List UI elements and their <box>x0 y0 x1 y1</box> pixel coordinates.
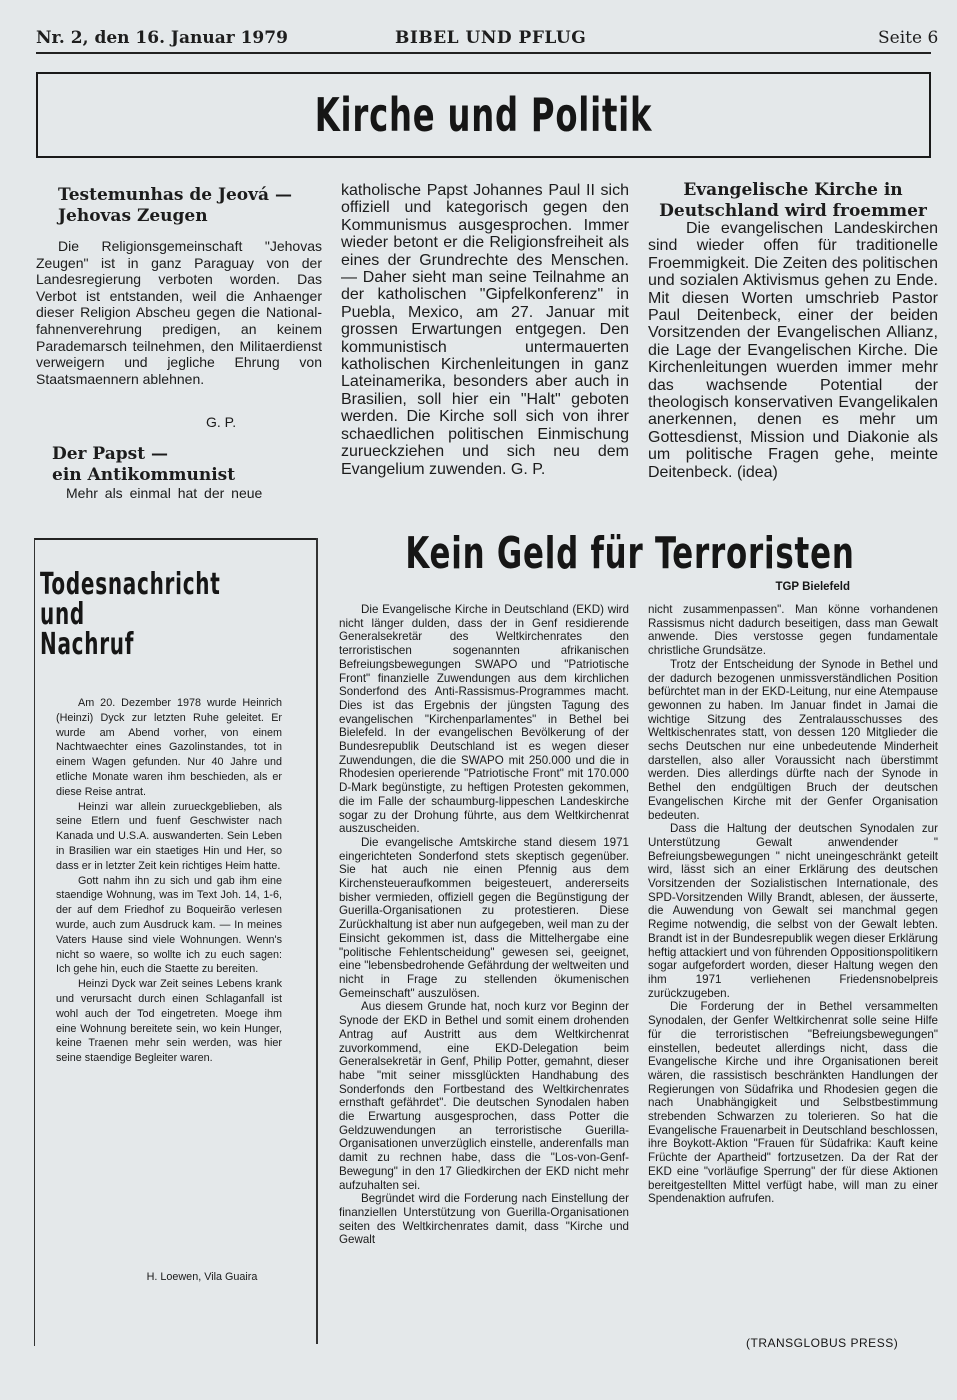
obituary-body <box>56 696 282 1066</box>
section-title: Kirche und Politik <box>314 88 653 142</box>
terroristen-paragraph: Aus diesem Grunde hat, noch kurz vor Beginn der Synode der EKD in Bethel und somit einem drohenden Antrag auf Austritt aus dem Weltkirchenrat zuvorkommend, eine EKD-Delegation beim Generalsekretär in Genf, Philip Potter, gemahnt, dieser habe "mit seiner missglückten Handhabung des Sonderfonds den Fortbestand des Weltkirchenrates ernsthaft gefährdet". Die deutschen Synodalen haben die Erwartung ausgesprochen, dass Potter die Geldzuwendungen an terroristische Guerilla-Organisationen unverzüglich einstelle, anderenfalls man damit zu rechnen habe, dass die "Los-von-Genf-Bewegung" in den 17 Gliedkirchen der EKD nicht mehr aufzuhalten sei. <box>339 1000 629 1192</box>
terroristen-column-1 <box>339 603 629 1343</box>
papst-headline-line1: Der Papst — <box>52 444 169 464</box>
obituary-right-rule <box>316 538 318 1344</box>
obituary-paragraph: Gott nahm ihn zu sich und gab ihm eine staendige Wohnung, was im Text Joh. 14, 1-6, der auf dem Friedhof zu Boqueirão verlesen wurde, auch zum Ausdruck kam. — In meines Vaters Hause sind viele Wohnungen. Wenn's nicht so waere, so wollte ich zu euch sagen: Ich gehe hin, euch die Staette zu bereiten. <box>56 874 282 976</box>
jehovah-headline-line1: Testemunhas de Jeová — <box>58 185 292 205</box>
jehovah-headline <box>58 185 318 227</box>
terroristen-headline: Kein Geld für Terroristen <box>405 528 855 579</box>
page-number: Seite 6 <box>878 28 939 48</box>
terroristen-paragraph: Die Forderung der in Bethel versammelten Synodalen, der Genfer Weltkirchenrat solle seine Hilfe für die terroristischen "Befreiungsbewegungen" einstellen, bedeutet allerdings nicht, dass die Evangelische Kirche und ihre Organisationen bereit wären, die rassistisch beschränkten Handlungen der Regierungen von Südafrika und Rhodesien gegen die nach Unabhängigkeit und Selbstbestimmung strebenden Schwarzen zu tolerieren. So hat die Evangelische Frauenarbeit in Deutschland beschlossen, ihre Boykott-Aktion "Frauen für Südafrika: Kauft keine Früchte der Apartheid" fortzusetzen. Da der Rat der EKD eine "vorläufige Sperrung" der für diese Aktionen bereitgestellten Mittel verfügt habe, will man zu einer Spendenaktion aufrufen. <box>648 1000 938 1206</box>
papst-body-continued: katholische Papst Johannes Paul II sich offiziell und kategorisch gegen den Kommunismus ausgesprochen. Immer wieder betont er die Religionsfreiheit als eines der Grundrechte des Menschen. — Daher sieht man seine Teilnahme an der katholischen "Gipfelkonferenz" in Puebla, Mexico, am 27. Januar mit grossen Erwartungen entgegen. Den kommunistisch untermauerten katholischen Kirchenleitungen in ganz Lateinamerika, besonders aber auch in Brasilien, soll hier ein "Halt" geboten werden. Die Kirche soll sich von ihrer schaedlichen politischen Einmischung zurueckziehen und sich neu dem Evangelium zuwenden. G. P. <box>341 182 629 478</box>
obituary-paragraph: Heinzi Dyck war Zeit seines Lebens krank und verursacht durch einen Schlaganfall ist wohl auch der Tod eingetreten. Moege ihm eine Wohnung bereitete sein, wo kein Hunger, keine Traenen mehr sein werden, was hier seine staendige Begleiter waren. <box>56 978 282 1065</box>
obituary-headline-line1: Todesnachricht <box>40 567 221 602</box>
jehovah-signature: G. P. <box>206 414 237 430</box>
evangelisch-headline <box>648 180 938 222</box>
obituary-signature: H. Loewen, Vila Guaira <box>146 1271 258 1283</box>
terroristen-paragraph: nicht zusammenpassen". Man könne vorhandenen Rassismus nicht dadurch beseitigen, dass man Gewalt anwende. Dies verstosse gegen fundamentale christliche Grundsätze. <box>648 603 938 658</box>
papst-body-start: Mehr als einmal hat der neue <box>66 485 263 501</box>
evangelisch-headline-line1: Evangelische Kirche in <box>683 180 903 200</box>
terroristen-source: (TRANSGLOBUS PRESS) <box>746 1336 899 1350</box>
papst-headline-line2: ein Antikommunist <box>52 465 236 485</box>
jehovah-headline-line2: Jehovas Zeugen <box>58 206 208 226</box>
terroristen-paragraph: Dass die Haltung der deutschen Synodalen zur Unterstützung Gewalt anwendender " Befreiungsbewegungen " nicht uneingeschränkt geteilt wird, lässt sich an einer Erklärung des deutschen Vorsitzenden der Sozialistischen Internationale, des SPD-Vorsitzenden Willy Brandt, ablesen, der äusserte, die Auwendung von Gewalt sei manchmal gegen Regime notwendig, die selbst von der Gewalt lebten. Brandt ist in der Bundesrepublik wegen dieser Erklärung heftig attackiert und von führenden Oppositionspolitikern sogar aufgefordert worden, dieser Haltung wegen den ihm 1971 verliehenen Friedensnobelpreis zurückzugeben. <box>648 822 938 1000</box>
terroristen-paragraph: Begründet wird die Forderung nach Einstellung der finanziellen Unterstützung von Guerilla-Organisationen seiten des Weltkirchenrates damit, dass "Kirche und Gewalt <box>339 1192 629 1247</box>
issue-date: Nr. 2, den 16. Januar 1979 <box>36 28 288 48</box>
newspaper-name: BIBEL UND PFLUG <box>395 28 587 48</box>
papst-headline <box>52 444 312 486</box>
evangelisch-headline-line2: Deutschland wird froemmer <box>659 201 927 221</box>
terroristen-paragraph: Die Evangelische Kirche in Deutschland (EKD) wird nicht länger dulden, dass der in Genf residierende Generalsekretär des Weltkirchenrates den terroristischen sogenannten afrikanischen Befreiungsbewegungen SWAPO und "Patriotische Front" finanzielle Zuwendungen aus dem kirchlichen Sonderfond des Anti-Rassismus-Programmes macht. Dies ist das Ergebnis der jüngsten Tagung des evangelischen "Kirchenparlamentes" in Bethel bei Bielefeld. In der evangelischen Bevölkerung of der Bundesrepublik Deutschland ist es wegen dieser Zuwendungen, die die SWAPO mit 250.000 und die in Rhodesien operierende "Patriotische Front" mit 170.000 D-Mark begünstigte, zu heftigen Protesten gekommen, die im Falle der schaumburg-lippeschen Landeskirche sogar zu der Drohung führte, aus dem Weltkirchenrat auszuscheiden. <box>339 603 629 836</box>
obituary-headline-line3: Nachruf <box>40 627 135 662</box>
terroristen-paragraph: Die evangelische Amtskirche stand diesem 1971 eingerichteten Sonderfond stets skeptisch gegenüber. Sie hat auch nie einen Pfennig aus dem Kirchensteueraufkommen beigesteuert, andererseits bisher vermieden, offiziell gegen die Begünstigung der Guerilla-Organisationen zu protestieren. Diese Zurückhaltung ist aber nun aufgegeben, weil man zu der Einsicht gekommen ist, dass die Mittelhergabe eine "politische Fehlentscheidung" gewesen sei, geeignet, eine "lebensbedrohende Gefährdung der weltweiten und nicht in Frage zu stellenden ökumenischen Gemeinschaft" auszulösen. <box>339 835 629 1000</box>
obituary-paragraph: Heinzi war allein zurueckgeblieben, als seine Etlern und fuenf Geschwister nach Kanada und U.S.A. auswanderten. Sein Leben in Brasilien war ein staetiges Hin und Her, so dass er in letzter Zeit kein richtiges Heim hatte. <box>56 800 282 872</box>
terroristen-byline: TGP Bielefeld <box>775 581 850 593</box>
terroristen-column-2 <box>648 603 938 1323</box>
jehovah-body: Die Religionsgemeinschaft "Jehovas Zeugen" ist in ganz Paraguay von der Landesregierung verboten worden. Das Verbot ist entstanden, weil die Anhaenger dieser Religion Abscheu gegen die National-fahnenverehrung predigen, an keinem Parademarsch teilnehmen, den Militaerdienst verweigern und jegliche Ehrung von Staatsmaennern ablehnen. <box>36 238 322 387</box>
obituary-headline <box>40 567 221 662</box>
terroristen-paragraph: Trotz der Entscheidung der Synode in Bethel und der dadurch bezogenen unmissverständlichen Position befürchtet man in der EKD-Leitung, nur eine Atempause gewonnen zu haben. Im Januar findet in Jamai die wichtige Sitzung des Zentralausschusses des Weltkischenrates statt, von dessen 120 Mitglieder die sechs Deutschen nur eine unbedeutende Minderheit darstellen, also aller Voraussicht nach überstimmt werden. Dies allerdings dürfte nach der Synode in Bethel den endgültigen Bruch der deutschen Evangelischen Kirche mit der Genfer Organisation bedeuten. <box>648 657 938 822</box>
obituary-paragraph: Am 20. Dezember 1978 wurde Heinrich (Heinzi) Dyck zur letzten Ruhe geleitet. Er wurde am Abend vorher, von einem Nachtwaechter eines Gazolinstandes, tot in einem Wagen gefunden. Nur 40 Jahre und etliche Monate waren ihm beschieden, als er diese Reise antrat. <box>56 697 282 798</box>
obituary-headline-line2: und <box>40 597 85 632</box>
header-rule <box>36 52 931 54</box>
evangelisch-body: Die evangelischen Landeskirchen sind wieder offen für traditionelle Froemmigkeit. Die Zeiten des politischen und sozialen Aktivismus gehen zu Ende. Mit diesen Worten umschrieb Pastor Paul Deitenbeck, einer der beiden Vorsitzenden der Evangelischen Allianz, die Lage der Evangelischen Kirche. Die Kirchenleitungen wuerden immer mehr das wachsende Potential der theologisch konservativen Evangelikalen anerkennen, denen es mehr um Gottesdienst, Mission und Diakonie als um politische Fragen gehe, meinte Deitenbeck. (idea) <box>648 220 938 481</box>
